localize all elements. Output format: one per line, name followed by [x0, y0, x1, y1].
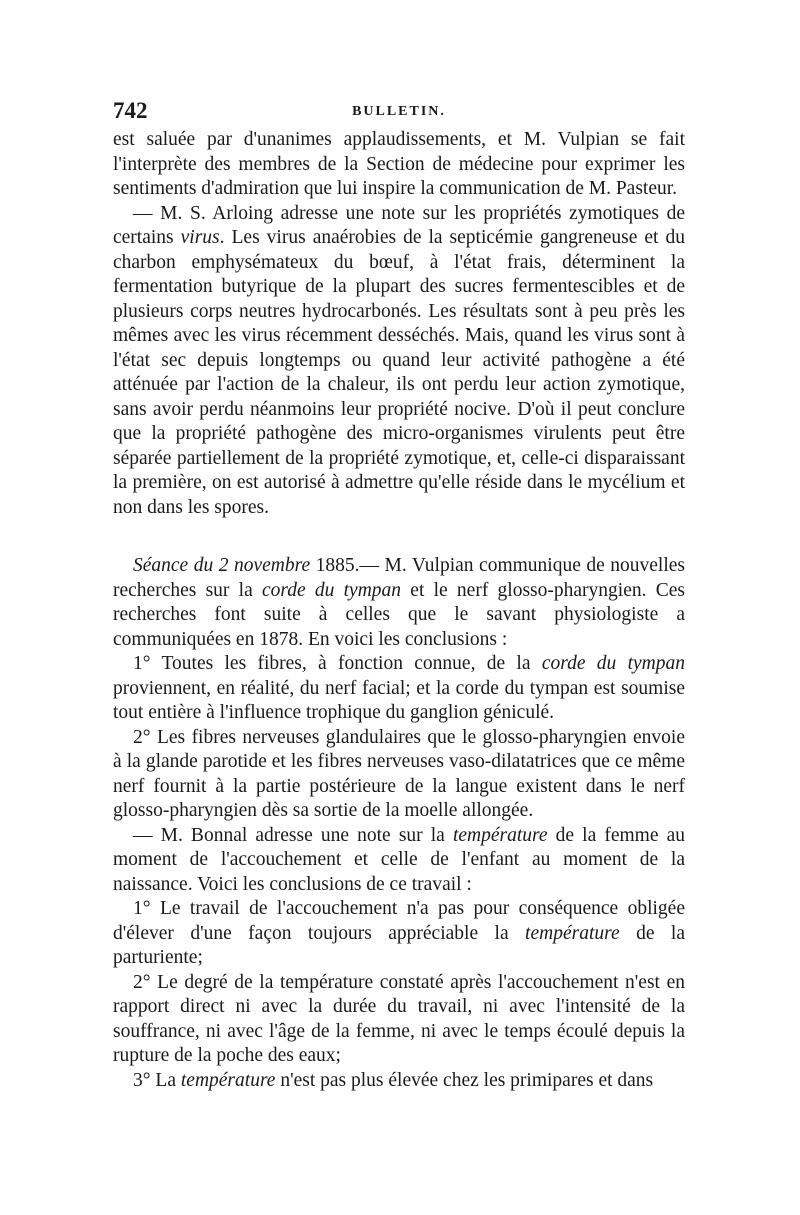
- text-run: de la femme au moment de l'accouchement et celle de l'enfant au moment de la naissance. Voici les conclusions de ce travail :: [113, 824, 685, 895]
- running-head: BULLETIN.: [352, 104, 446, 119]
- italic-term: virus: [180, 227, 220, 248]
- text-run: n'est pas plus élevée chez les primipares et dans: [275, 1069, 654, 1091]
- italic-term: corde du tympan: [541, 653, 685, 674]
- text-run: de la parturiente;: [113, 922, 685, 968]
- paragraph-vulpian-pasteur: est saluée par d'unanimes applaudissements, et M. Vulpian se fait l'interprète des membres de la Section de médecine pour exprimer les sentiments d'admiration que lui inspire la communication de M. Pasteur.: [113, 129, 685, 199]
- italic-term: température: [180, 1069, 276, 1091]
- section-gap: [113, 520, 685, 554]
- text-run: et le nerf glosso-pharyngien. Ces recherches font suite à celles que le savant physiologiste a communiquées en 1878. En voici les conclusions :: [113, 579, 685, 650]
- paragraph-bonnal: [113, 824, 685, 898]
- bonnal-conclusion-1: [113, 897, 685, 971]
- text-run: — M. Bonnal adresse une note sur la: [133, 824, 453, 846]
- page-header: [113, 98, 685, 128]
- page-number: 742: [113, 98, 148, 123]
- paragraph-seance: [113, 554, 685, 652]
- body-text: [113, 128, 685, 1093]
- paragraph-arloing: [113, 202, 685, 521]
- bonnal-conclusion-2: 2° Le degré de la température constaté après l'accouchement n'est en rapport direct ni avec la durée du travail, ni avec l'intensité de la souffrance, ni avec l'âge de la femme, ni avec le temps écoulé depuis la rupture de la poche des eaux;: [113, 971, 685, 1066]
- italic-term: corde du tympan: [261, 579, 402, 601]
- text-run: 1° Toutes les fibres, à fonction connue, de la: [133, 653, 542, 674]
- bonnal-conclusion-3: [113, 1069, 685, 1094]
- text-run: 1° Le travail de l'accouchement n'a pas pour conséquence obligée d'élever d'une façon toujours appréciable la: [113, 898, 685, 944]
- session-year: 1885.: [310, 555, 360, 576]
- conclusion-2: 2° Les fibres nerveuses glandulaires que le glosso-pharyngien envoie à la glande parotide et les fibres nerveuses vaso-dilatatrices que ce même nerf fournit à la partie postérieure de la langue existent dans le nerf glosso-pharyngien dès sa sortie de la moelle allongée.: [113, 726, 685, 821]
- text-run: . Les virus anaérobies de la septicémie gangreneuse et du charbon emphysémateux du bœuf, à l'état frais, déterminent la fermentation butyrique de la plupart des sucres fermentescibles et de plusieurs corps neutres hydrocarbonés. Les résultats sont à peu près les mêmes avec les virus récemment desséchés. Mais, quand les virus sont à l'état sec depuis longtemps ou quand leur activité pathogène a été atténuée par l'action de la chaleur, ils ont perdu leur action zymotique, sans avoir perdu néanmoins leur propriété nocive. D'où il peut conclure que la propriété pathogène des micro-organismes virulents peut être séparée partiellement de la propriété zymotique, et, celle-ci disparaissant la première, on est autorisé à admettre qu'elle réside dans le mycélium et non dans les spores.: [113, 227, 685, 518]
- text-run: — M. S. Arloing adresse une note sur les propriétés zymotiques de certains: [113, 202, 685, 248]
- text-run: 3° La: [133, 1069, 181, 1091]
- italic-term: température: [452, 824, 548, 846]
- italic-term: température: [525, 922, 620, 944]
- session-date: Séance du 2 novembre: [133, 555, 311, 576]
- text-run: proviennent, en réalité, du nerf facial; et la corde du tympan est soumise tout entière à l'influence trophique du ganglion géniculé.: [113, 677, 685, 723]
- conclusion-1: [113, 652, 685, 726]
- text-run: — M. Vulpian communique de nouvelles recherches sur la: [113, 555, 686, 601]
